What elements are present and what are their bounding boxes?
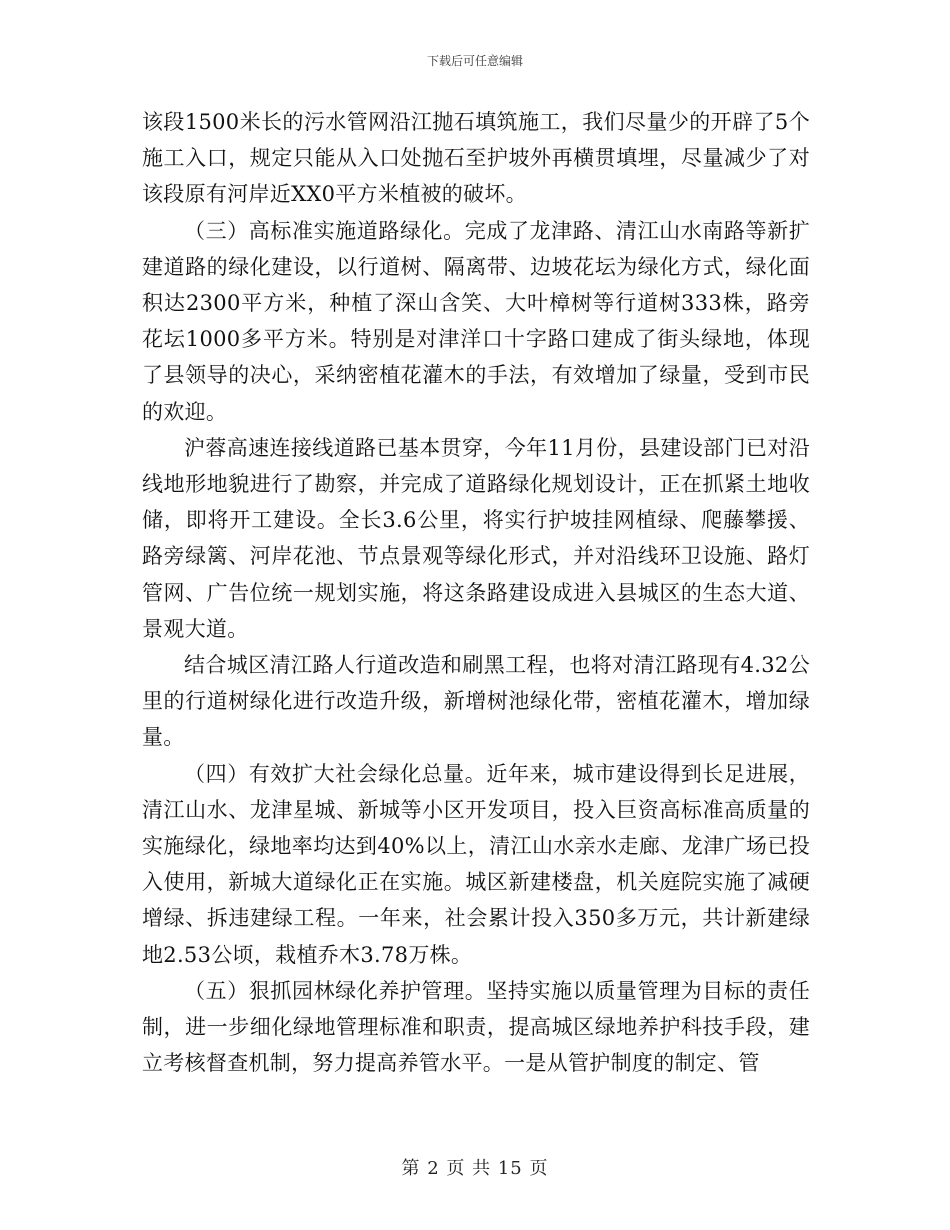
page-header: 下载后可任意编辑 bbox=[426, 54, 523, 68]
page-number-footer: 第 2 页 共 15 页 bbox=[401, 1158, 549, 1179]
paragraph-road-greening: （三）高标准实施道路绿化。完成了龙津路、清江山水南路等新扩建道路的绿化建设，以行道树、隔离带、边坡花坛为绿化方式，绿化面积达2300平方米，种植了深山含笑、大叶樟树等行道树333株，路旁花坛1000多平方米。特别是对津洋口十字路口建成了街头绿地，体现了县领导的决心，采纳密植花灌木的手法，有效增加了绿量，受到市民的欢迎。 bbox=[142, 218, 810, 424]
paragraph-social-greening: （四）有效扩大社会绿化总量。近年来，城市建设得到长足进展，清江山水、龙津星城、新城等小区开发项目，投入巨资高标准高质量的实施绿化，绿地率均达到40%以上，清江山水亲水走廊、龙津广场已投入使用，新城大道绿化正在实施。城区新建楼盘，机关庭院实施了减硬增绿、拆违建绿工程。一年来，社会累计投入350多万元，共计新建绿地2.53公顷，栽植乔木3.78万株。 bbox=[142, 761, 810, 967]
paragraph-maintenance: （五）狠抓园林绿化养护管理。坚持实施以质量管理为目标的责任制，进一步细化绿地管理标准和职责，提高城区绿地养护科技手段，建立考核督查机制，努力提高养管水平。一是从管护制度的制定、管 bbox=[142, 978, 810, 1076]
paragraph-continuation: 该段1500米长的污水管网沿江抛石填筑施工，我们尽量少的开辟了5个施工入口，规定只能从入口处抛石至护坡外再横贯填埋，尽量减少了对该段原有河岸近XX0平方米植被的破坏。 bbox=[142, 110, 810, 207]
paragraph-qingjiang-road: 结合城区清江路人行道改造和刷黑工程，也将对清江路现有4.32公里的行道树绿化进行改造升级，新增树池绿化带，密植花灌木，增加绿量。 bbox=[142, 653, 810, 750]
document-body bbox=[142, 104, 810, 1081]
paragraph-expressway-link: 沪蓉高速连接线道路已基本贯穿，今年11月份，县建设部门已对沿线地形地貌进行了勘察，并完成了道路绿化规划设计，正在抓紧土地收储，即将开工建设。全长3.6公里，将实行护坡挂网植绿、爬藤攀援、路旁绿篱、河岸花池、节点景观等绿化形式，并对沿线环卫设施、路灯管网、广告位统一规划实施，将这条路建设成进入县城区的生态大道、景观大道。 bbox=[142, 435, 810, 641]
